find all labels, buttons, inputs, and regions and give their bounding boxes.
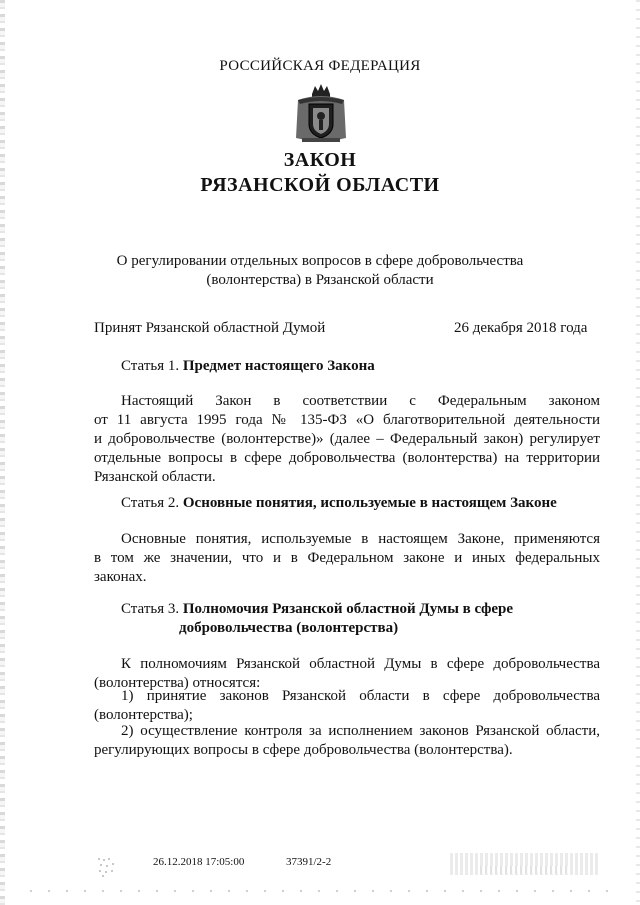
law-title-line2: РЯЗАНСКОЙ ОБЛАСТИ [200, 174, 440, 196]
article-3-item-2 [94, 722, 600, 760]
article-1-heading [121, 357, 375, 376]
scan-noise [30, 890, 610, 892]
article-3-line: 2) осуществление контроля за исполнением законов Рязанской области, [121, 723, 600, 739]
article-1-text [94, 392, 600, 487]
article-1-line: Рязанской области. [94, 469, 216, 485]
scan-edge-right [636, 0, 640, 905]
adopted-by: Принят Рязанской областной Думой [94, 320, 326, 336]
scanner-mark-icon [96, 856, 118, 878]
article-1-line: и добровольчестве (волонтерстве)» (далее – Федеральный закон) регулирует [94, 431, 600, 447]
article-1-line: Настоящий Закон в соответствии с Федеральным законом [121, 393, 600, 409]
article-3-line: К полномочиям Рязанской областной Думы в сфере добровольчества [121, 656, 600, 672]
law-subject-line2: (волонтерства) в Рязанской области [206, 272, 434, 288]
ryazan-coat-of-arms-icon [292, 82, 350, 146]
law-subject [0, 252, 640, 290]
faint-stamp-line [480, 866, 570, 874]
article-3-line: (волонтерства); [94, 707, 193, 723]
adoption-date: 26 декабря 2018 года [454, 320, 588, 336]
article-3-item-1 [94, 687, 600, 725]
article-1-line: от 11 августа 1995 года № 135-ФЗ «О благотворительной деятельности [94, 412, 600, 428]
law-subject-line1: О регулировании отдельных вопросов в сфере добровольчества [116, 253, 524, 269]
article-3-line: (волонтерства) относятся: [94, 675, 261, 691]
article-2-line: Основные понятия, используемые в настоящем Законе, применяются [121, 531, 600, 547]
article-2-heading [121, 494, 557, 513]
country-heading: РОССИЙСКАЯ ФЕДЕРАЦИЯ [219, 58, 421, 74]
article-2-title: Основные понятия, используемые в настоящем Законе [182, 495, 557, 511]
article-2-text [94, 530, 600, 587]
article-2-line: законах. [94, 569, 147, 585]
article-1-number: Статья 1. [121, 358, 180, 374]
law-title [0, 148, 640, 198]
article-3-line: регулирующих вопросы в сфере добровольчества (волонтерства). [94, 742, 513, 758]
article-1-title: Предмет настоящего Закона [182, 358, 375, 374]
registration-timestamp: 26.12.2018 17:05:00 [153, 856, 245, 868]
article-3-title-line2: добровольчества (волонтерства) [179, 620, 399, 636]
article-2-number: Статья 2. [121, 495, 180, 511]
law-title-line1: ЗАКОН [283, 149, 357, 171]
article-2-line: в том же значении, что и в Федеральном законе и иных федеральных [94, 550, 600, 566]
article-3-title-line1: Полномочия Рязанской областной Думы в сфере [182, 601, 514, 617]
article-1-line: отдельные вопросы в сфере добровольчества (волонтерства) на территории [94, 450, 600, 466]
scan-edge-left [0, 0, 5, 905]
article-3-line: 1) принятие законов Рязанской области в сфере добровольчества [121, 688, 600, 704]
article-3-heading [121, 600, 541, 638]
document-code: 37391/2-2 [286, 856, 332, 868]
article-3-number: Статья 3. [121, 601, 180, 617]
